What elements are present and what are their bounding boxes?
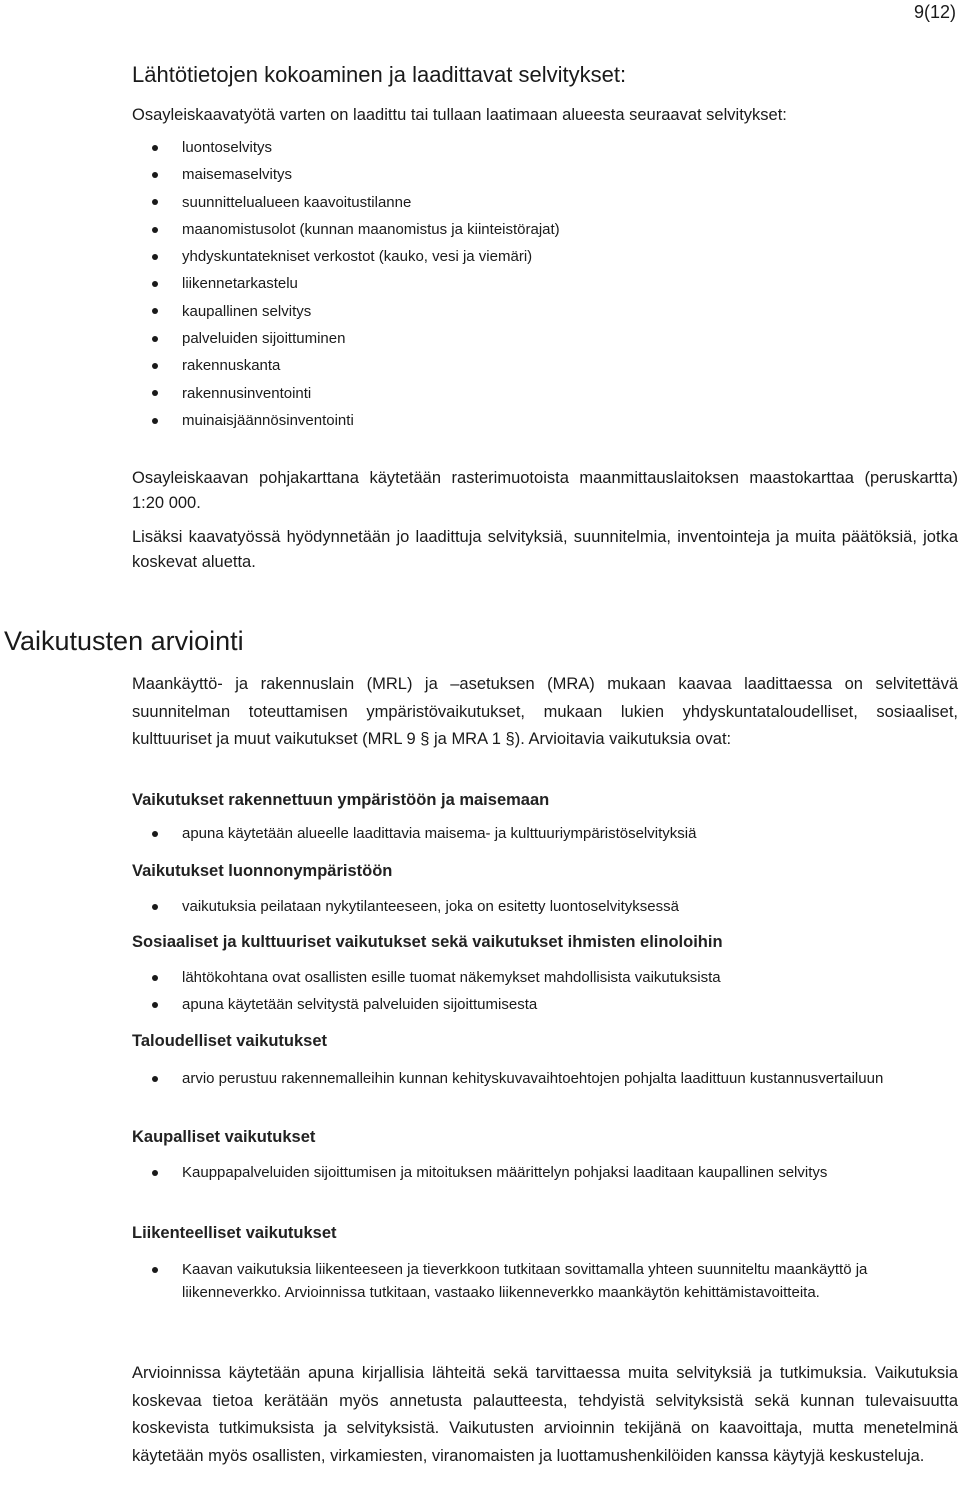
list-item: apuna käytetään alueelle laadittavia maisema- ja kulttuuriympäristöselvityksiä (132, 822, 932, 845)
bullet-icon (152, 904, 158, 910)
list-item: kaupallinen selvitys (132, 298, 932, 325)
section-intro: Osayleiskaavatyötä varten on laadittu tai tullaan laatimaan alueesta seuraavat selvitykset: (132, 106, 787, 124)
section-title-lahtotiedot: Lähtötietojen kokoaminen ja laadittavat selvitykset: (132, 62, 627, 87)
bullet-icon (152, 1267, 158, 1273)
bullet-icon (152, 281, 158, 287)
bullet-icon (152, 390, 158, 396)
list-item: apuna käytetään selvitystä palveluiden sijoittumisesta (132, 993, 932, 1016)
assessment-intro: Maankäyttö- ja rakennuslain (MRL) ja –asetuksen (MRA) mukaan kaavaa laadittaessa on selvitettävä suunnitelman toteuttamisen ympäristövaikutukset, mukaan lukien yhdyskuntataloudelliset, sosiaaliset, kulttuuriset ja muut vaikutukset (MRL 9 § ja MRA 1 §). Arvioitavia vaikutuksia ovat: (132, 675, 958, 748)
list-item: yhdyskuntatekniset verkostot (kauko, vesi ja viemäri) (132, 243, 932, 270)
bullet-icon (152, 254, 158, 260)
list-item: arvio perustuu rakennemalleihin kunnan kehityskuvavaihtoehtojen pohjalta laadittuun kustannusvertailuun (132, 1067, 942, 1090)
list-item: palveluiden sijoittuminen (132, 325, 932, 352)
bullet-icon (152, 227, 158, 233)
list-item: muinaisjäännösinventointi (132, 407, 932, 434)
list-item: rakennuskanta (132, 352, 932, 379)
page-number: 9(12) (913, 2, 956, 22)
bullet-icon (152, 199, 158, 205)
bullet-icon (152, 308, 158, 314)
bullet-icon (152, 418, 158, 424)
bullet-icon (152, 336, 158, 342)
bullet-icon (152, 1076, 158, 1082)
additional-material-paragraph: Lisäksi kaavatyössä hyödynnetään jo laadittuja selvityksiä, suunnitelmia, inventointeja ja muita päätöksiä, jotka koskevat aluetta. (132, 528, 958, 571)
bullet-icon (152, 363, 158, 369)
heading-natural-environment: Vaikutukset luonnonympäristöön (132, 862, 393, 880)
heading-commercial: Kaupalliset vaikutukset (132, 1128, 316, 1146)
heading-social-cultural: Sosiaaliset ja kulttuuriset vaikutukset sekä vaikutukset ihmisten elinoloihin (132, 933, 723, 951)
closing-paragraph: Arvioinnissa käytetään apuna kirjallisia lähteitä sekä tarvittaessa muita selvityksiä ja tutkimuksia. Vaikutuksia koskevaa tietoa kerätään myös annetusta palautteesta, tehdyistä selvityksistä sekä kunnan tulevaisuutta koskevista tutkimuksista ja selvityksistä. Vaikutusten arvioinnin tekijänä on kaavoittaja, mutta menetelminä käytetään myös osallisten, virkamiesten, viranomaisten ja luottamushenkilöiden kanssa käytyjä keskusteluja. (132, 1364, 958, 1465)
bullet-icon (152, 831, 158, 837)
bullet-icon (152, 172, 158, 178)
bullet-icon (152, 1002, 158, 1008)
bullet-icon (152, 145, 158, 151)
list-item: maisemaselvitys (132, 161, 932, 188)
list-item: Kaavan vaikutuksia liikenteeseen ja tieverkkoon tutkitaan sovittamalla yhteen suunniteltu maankäyttö ja liikenneverkko. Arvioinnissa tutkitaan, vastaako liikenneverkko maankäytön kehittämistavoitteita. (132, 1258, 948, 1304)
bullet-icon (152, 1170, 158, 1176)
list-item: rakennusinventointi (132, 380, 932, 407)
list-item: vaikutuksia peilataan nykytilanteeseen, joka on esitetty luontoselvityksessä (132, 895, 932, 918)
bullet-icon (152, 975, 158, 981)
list-item: suunnittelualueen kaavoitustilanne (132, 189, 932, 216)
study-list (132, 134, 932, 434)
list-item: liikennetarkastelu (132, 270, 932, 297)
heading-built-environment: Vaikutukset rakennettuun ympäristöön ja maisemaan (132, 791, 550, 809)
list-item: Kauppapalveluiden sijoittumisen ja mitoituksen määrittelyn pohjaksi laaditaan kaupallinen selvitys (132, 1161, 958, 1184)
list-item: luontoselvitys (132, 134, 932, 161)
list-item: lähtökohtana ovat osallisten esille tuomat näkemykset mahdollisista vaikutuksista (132, 966, 932, 989)
heading-traffic: Liikenteelliset vaikutukset (132, 1224, 337, 1242)
list-item: maanomistusolot (kunnan maanomistus ja kiinteistörajat) (132, 216, 932, 243)
basemap-paragraph: Osayleiskaavan pohjakarttana käytetään rasterimuotoista maanmittauslaitoksen maastokarttaa (peruskartta) 1:20 000. (132, 469, 958, 512)
heading-economic: Taloudelliset vaikutukset (132, 1032, 328, 1050)
section-title-vaikutusten-arviointi: Vaikutusten arviointi (4, 626, 244, 656)
